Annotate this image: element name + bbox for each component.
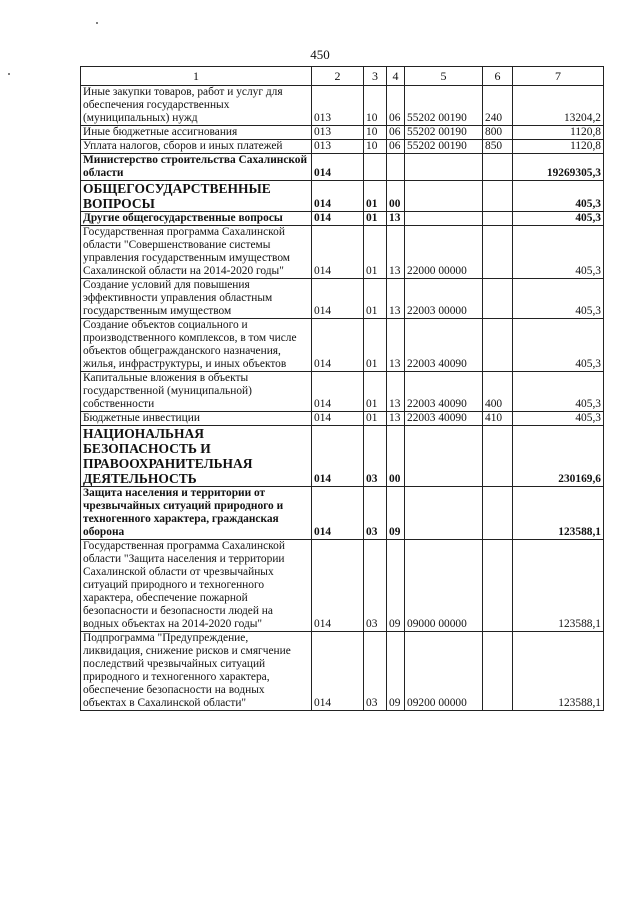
page-number: 450 — [310, 47, 330, 62]
scan-speck — [96, 22, 98, 24]
column-number-row — [81, 67, 604, 86]
subsection-code-cell: 09 — [387, 540, 405, 632]
table-row — [81, 372, 604, 412]
amount-cell: 405,3 — [513, 181, 604, 212]
section-code-cell — [364, 154, 387, 181]
department-code-cell: 014 — [312, 540, 364, 632]
target-article-cell — [405, 181, 483, 212]
scan-speck — [8, 73, 10, 75]
section-code-cell: 01 — [364, 181, 387, 212]
amount-cell: 405,3 — [513, 279, 604, 319]
item-name-cell: Создание условий для повышения эффективности управления областным государственным имуществом — [81, 279, 312, 319]
target-article-cell: 22003 40090 — [405, 319, 483, 372]
subsection-code-cell: 06 — [387, 126, 405, 140]
table-row — [81, 487, 604, 540]
subsection-code-cell: 00 — [387, 426, 405, 487]
column-header: 3 — [364, 67, 387, 86]
subsection-code-cell: 13 — [387, 372, 405, 412]
table-row — [81, 279, 604, 319]
section-code-cell: 10 — [364, 140, 387, 154]
item-name-cell: Капитальные вложения в объекты государственной (муниципальной) собственности — [81, 372, 312, 412]
table-row — [81, 212, 604, 226]
target-article-cell: 55202 00190 — [405, 126, 483, 140]
table-row — [81, 632, 604, 711]
amount-cell: 1120,8 — [513, 126, 604, 140]
section-code-cell: 01 — [364, 319, 387, 372]
subsection-code-cell: 13 — [387, 212, 405, 226]
expense-type-cell — [483, 279, 513, 319]
target-article-cell — [405, 487, 483, 540]
section-code-cell: 01 — [364, 279, 387, 319]
section-code-cell: 01 — [364, 372, 387, 412]
column-header: 7 — [513, 67, 604, 86]
section-code-cell: 03 — [364, 632, 387, 711]
expense-type-cell: 800 — [483, 126, 513, 140]
amount-cell: 1120,8 — [513, 140, 604, 154]
section-code-cell: 03 — [364, 426, 387, 487]
table-row — [81, 140, 604, 154]
amount-cell: 19269305,3 — [513, 154, 604, 181]
item-name-cell: Другие общегосударственные вопросы — [81, 212, 312, 226]
department-code-cell: 014 — [312, 226, 364, 279]
section-code-cell: 03 — [364, 540, 387, 632]
expense-type-cell — [483, 540, 513, 632]
column-header: 5 — [405, 67, 483, 86]
item-name-cell: ОБЩЕГОСУДАРСТВЕННЫЕ ВОПРОСЫ — [81, 181, 312, 212]
amount-cell: 405,3 — [513, 319, 604, 372]
item-name-cell: Защита населения и территории от чрезвычайных ситуаций природного и техногенного характера, гражданская оборона — [81, 487, 312, 540]
item-name-cell: Государственная программа Сахалинской области "Защита населения и территории Сахалинской области от чрезвычайных ситуаций природного и техногенного характера, обеспечение пожарной безопасности и безопасности людей на водных объектах на 2014-2020 годы" — [81, 540, 312, 632]
subsection-code-cell: 09 — [387, 487, 405, 540]
table-row — [81, 426, 604, 487]
target-article-cell — [405, 212, 483, 226]
amount-cell: 230169,6 — [513, 426, 604, 487]
department-code-cell: 014 — [312, 154, 364, 181]
department-code-cell: 014 — [312, 212, 364, 226]
target-article-cell: 22003 00000 — [405, 279, 483, 319]
section-code-cell: 03 — [364, 487, 387, 540]
column-header: 6 — [483, 67, 513, 86]
item-name-cell: Министерство строительства Сахалинской области — [81, 154, 312, 181]
budget-table — [80, 66, 604, 711]
item-name-cell: НАЦИОНАЛЬНАЯ БЕЗОПАСНОСТЬ И ПРАВООХРАНИТЕЛЬНАЯ ДЕЯТЕЛЬНОСТЬ — [81, 426, 312, 487]
subsection-code-cell: 06 — [387, 86, 405, 126]
table-row — [81, 154, 604, 181]
amount-cell: 13204,2 — [513, 86, 604, 126]
table-row — [81, 319, 604, 372]
target-article-cell — [405, 426, 483, 487]
subsection-code-cell: 13 — [387, 319, 405, 372]
table-row — [81, 86, 604, 126]
target-article-cell: 22003 40090 — [405, 412, 483, 426]
amount-cell: 405,3 — [513, 226, 604, 279]
department-code-cell: 014 — [312, 412, 364, 426]
subsection-code-cell: 13 — [387, 226, 405, 279]
expense-type-cell — [483, 154, 513, 181]
table-row — [81, 226, 604, 279]
subsection-code-cell: 13 — [387, 412, 405, 426]
expense-type-cell — [483, 226, 513, 279]
department-code-cell: 014 — [312, 372, 364, 412]
column-header: 4 — [387, 67, 405, 86]
table-row — [81, 540, 604, 632]
amount-cell: 123588,1 — [513, 540, 604, 632]
department-code-cell: 014 — [312, 319, 364, 372]
target-article-cell: 09000 00000 — [405, 540, 483, 632]
amount-cell: 123588,1 — [513, 632, 604, 711]
item-name-cell: Бюджетные инвестиции — [81, 412, 312, 426]
amount-cell: 405,3 — [513, 412, 604, 426]
expense-type-cell — [483, 319, 513, 372]
expense-type-cell — [483, 487, 513, 540]
department-code-cell: 014 — [312, 426, 364, 487]
expense-type-cell: 240 — [483, 86, 513, 126]
department-code-cell: 014 — [312, 279, 364, 319]
item-name-cell: Подпрограмма "Предупреждение, ликвидация, снижение рисков и смягчение последствий чрезвычайных ситуаций природного и техногенного характера, обеспечение безопасности на водных объектах в Сахалинской области" — [81, 632, 312, 711]
section-code-cell: 01 — [364, 212, 387, 226]
department-code-cell: 014 — [312, 632, 364, 711]
target-article-cell: 55202 00190 — [405, 86, 483, 126]
column-header: 2 — [312, 67, 364, 86]
expense-type-cell — [483, 426, 513, 487]
table-row — [81, 412, 604, 426]
table-row — [81, 181, 604, 212]
subsection-code-cell: 06 — [387, 140, 405, 154]
target-article-cell: 22003 40090 — [405, 372, 483, 412]
section-code-cell: 01 — [364, 226, 387, 279]
item-name-cell: Иные закупки товаров, работ и услуг для обеспечения государственных (муниципальных) нужд — [81, 86, 312, 126]
column-header: 1 — [81, 67, 312, 86]
amount-cell: 405,3 — [513, 212, 604, 226]
department-code-cell: 013 — [312, 86, 364, 126]
item-name-cell: Уплата налогов, сборов и иных платежей — [81, 140, 312, 154]
expense-type-cell: 400 — [483, 372, 513, 412]
amount-cell: 405,3 — [513, 372, 604, 412]
subsection-code-cell: 09 — [387, 632, 405, 711]
target-article-cell: 22000 00000 — [405, 226, 483, 279]
department-code-cell: 014 — [312, 181, 364, 212]
expense-type-cell: 850 — [483, 140, 513, 154]
section-code-cell: 10 — [364, 86, 387, 126]
subsection-code-cell: 00 — [387, 181, 405, 212]
expense-type-cell — [483, 181, 513, 212]
subsection-code-cell: 13 — [387, 279, 405, 319]
target-article-cell: 09200 00000 — [405, 632, 483, 711]
subsection-code-cell — [387, 154, 405, 181]
item-name-cell: Государственная программа Сахалинской области "Совершенствование системы управления государственным имуществом Сахалинской области на 2014-2020 годы" — [81, 226, 312, 279]
expense-type-cell — [483, 212, 513, 226]
expense-type-cell: 410 — [483, 412, 513, 426]
item-name-cell: Создание объектов социального и производственного комплексов, в том числе объектов общегражданского назначения, жилья, инфраструктуры, и иных объектов — [81, 319, 312, 372]
amount-cell: 123588,1 — [513, 487, 604, 540]
section-code-cell: 01 — [364, 412, 387, 426]
department-code-cell: 013 — [312, 126, 364, 140]
table-row — [81, 126, 604, 140]
section-code-cell: 10 — [364, 126, 387, 140]
target-article-cell: 55202 00190 — [405, 140, 483, 154]
expense-type-cell — [483, 632, 513, 711]
department-code-cell: 014 — [312, 487, 364, 540]
target-article-cell — [405, 154, 483, 181]
item-name-cell: Иные бюджетные ассигнования — [81, 126, 312, 140]
department-code-cell: 013 — [312, 140, 364, 154]
